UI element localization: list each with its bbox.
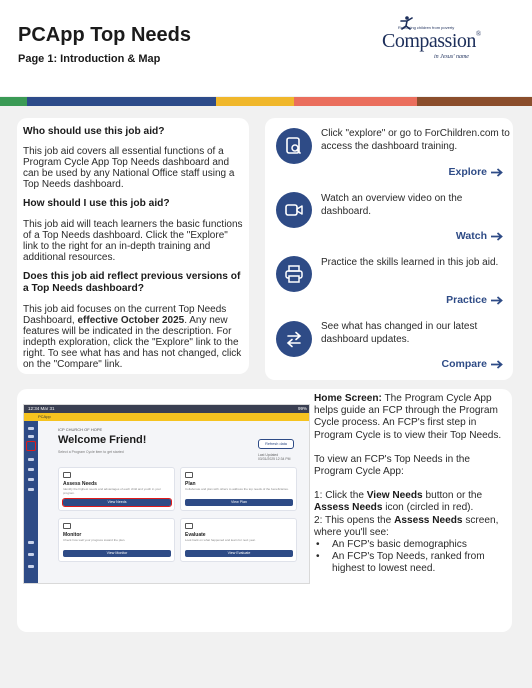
compassion-logo bbox=[382, 16, 496, 66]
compare-link[interactable]: Compare bbox=[441, 358, 503, 370]
tile-desc: Look back on what happened and learn for next year. bbox=[185, 538, 256, 542]
logo-wordmark: Compassion® bbox=[382, 30, 481, 52]
search-document-icon bbox=[284, 136, 304, 156]
evaluate-icon bbox=[185, 523, 193, 529]
welcome-hint: Select a Program Cycle item to get started bbox=[58, 450, 124, 454]
tablet-status-bar: 12:34 Mar 31 99% bbox=[24, 405, 310, 413]
arrow-right-icon bbox=[491, 232, 503, 241]
arrow-right-icon bbox=[491, 360, 503, 369]
view-plan-button[interactable]: View Plan bbox=[185, 499, 293, 506]
practice-icon-badge bbox=[276, 256, 312, 292]
assess-needs-tile bbox=[58, 467, 175, 511]
explore-icon-badge bbox=[276, 128, 312, 164]
intro-card bbox=[17, 118, 249, 374]
tile-title: Evaluate bbox=[185, 532, 206, 538]
compare-icon-badge bbox=[276, 321, 312, 357]
answer-versions: This job aid focuses on the current Top Needs Dashboard, effective October 2025. Any new features will be indicated in the description. For indepth exploration, click the "Explore" link to the right. To see what has and has not changed, click on the "Compare" link. bbox=[23, 304, 242, 370]
question-who: Who should use this job aid? bbox=[23, 126, 165, 137]
view-evaluate-button[interactable]: View Evaluate bbox=[185, 550, 293, 557]
assess-needs-icon bbox=[63, 472, 71, 478]
logo-subline: in Jesus' name bbox=[434, 54, 469, 60]
color-stripe bbox=[0, 97, 532, 106]
logo-tagline: Releasing children from poverty bbox=[398, 25, 455, 30]
step-2: 2: This opens the Assess Needs screen, where you'll see: bbox=[314, 514, 499, 538]
arrow-right-icon bbox=[491, 168, 503, 177]
video-camera-icon bbox=[284, 200, 304, 220]
last-updated: Last Updated 03/31/2025 12:34 PM bbox=[258, 453, 291, 461]
plan-icon bbox=[185, 472, 193, 478]
watch-icon-badge bbox=[276, 192, 312, 228]
tile-desc: Collaborate and plan with others to address the top needs of the beneficiaries. bbox=[185, 487, 289, 491]
app-sidebar bbox=[24, 421, 38, 584]
watch-link[interactable]: Watch bbox=[456, 230, 503, 242]
tile-desc: Check how well your progress toward the plan. bbox=[63, 538, 126, 542]
tile-title: Plan bbox=[185, 481, 196, 487]
tile-title: Monitor bbox=[63, 532, 82, 538]
practice-link[interactable]: Practice bbox=[446, 294, 503, 306]
home-screen-description bbox=[314, 393, 509, 576]
home-screen-card bbox=[17, 389, 512, 632]
assess-needs-icon-highlight[interactable] bbox=[26, 441, 36, 451]
tile-title: Assess Needs bbox=[63, 481, 97, 487]
answer-who: This job aid covers all essential functions of a Program Cycle App Top Needs dashboard and can be used by any National Office staff using a Top Needs dashboard. bbox=[23, 146, 235, 190]
printer-icon bbox=[284, 264, 304, 284]
tile-desc: Identify the highest needs and advantages of each child and youth in your program. bbox=[63, 487, 161, 495]
bullet-item: • An FCP's Top Needs, ranked from highest to lowest need. bbox=[316, 551, 485, 575]
resources-card bbox=[265, 118, 513, 380]
explore-text: Click "explore" or go to ForChildren.com to access the dashboard training. bbox=[321, 128, 510, 152]
monitor-icon bbox=[63, 523, 71, 529]
org-name: ICP CHURCH OF HOPE bbox=[58, 427, 103, 432]
view-needs-button[interactable]: View Needs bbox=[63, 499, 171, 506]
evaluate-tile bbox=[180, 518, 297, 562]
monitor-tile bbox=[58, 518, 175, 562]
app-bar: PCApp bbox=[24, 413, 310, 421]
welcome-heading: Welcome Friend! bbox=[58, 434, 147, 446]
plan-tile bbox=[180, 467, 297, 511]
answer-how: This job aid will teach learners the basic functions of a Top Needs dashboard. Click the "Explore" link to the right for an in-depth training and additional resources. bbox=[23, 219, 243, 263]
practice-text: Practice the skills learned in this job aid. bbox=[321, 257, 499, 268]
page-title: PCApp Top Needs bbox=[18, 24, 191, 46]
home-instructions: To view an FCP's Top Needs in the Program Cycle App: bbox=[314, 453, 471, 478]
home-intro: Home Screen: The Program Cycle App helps guide an FCP through the Program Cycle process. An FCP's first step in Program Cycle is to view their Top Needs. bbox=[314, 393, 502, 441]
question-versions: Does this job aid reflect previous versions of a Top Needs dashboard? bbox=[23, 271, 241, 294]
compare-text: See what has changed in our latest dashboard updates. bbox=[321, 321, 478, 345]
page-subtitle: Page 1: Introduction & Map bbox=[18, 53, 161, 65]
swap-arrows-icon bbox=[284, 329, 304, 349]
question-how: How should I use this job aid? bbox=[23, 198, 170, 209]
app-screenshot bbox=[23, 404, 310, 584]
arrow-right-icon bbox=[491, 296, 503, 305]
step-1: 1: Click the View Needs button or the Assess Needs icon (circled in red). bbox=[314, 490, 483, 514]
bullet-item: • An FCP's basic demographics bbox=[316, 539, 467, 551]
page-header bbox=[0, 0, 532, 96]
app-main bbox=[38, 421, 310, 584]
explore-link[interactable]: Explore bbox=[448, 166, 503, 178]
refresh-button[interactable]: Refresh data bbox=[258, 439, 294, 449]
watch-text: Watch an overview video on the dashboard. bbox=[321, 193, 463, 217]
view-monitor-button[interactable]: View Monitor bbox=[63, 550, 171, 557]
